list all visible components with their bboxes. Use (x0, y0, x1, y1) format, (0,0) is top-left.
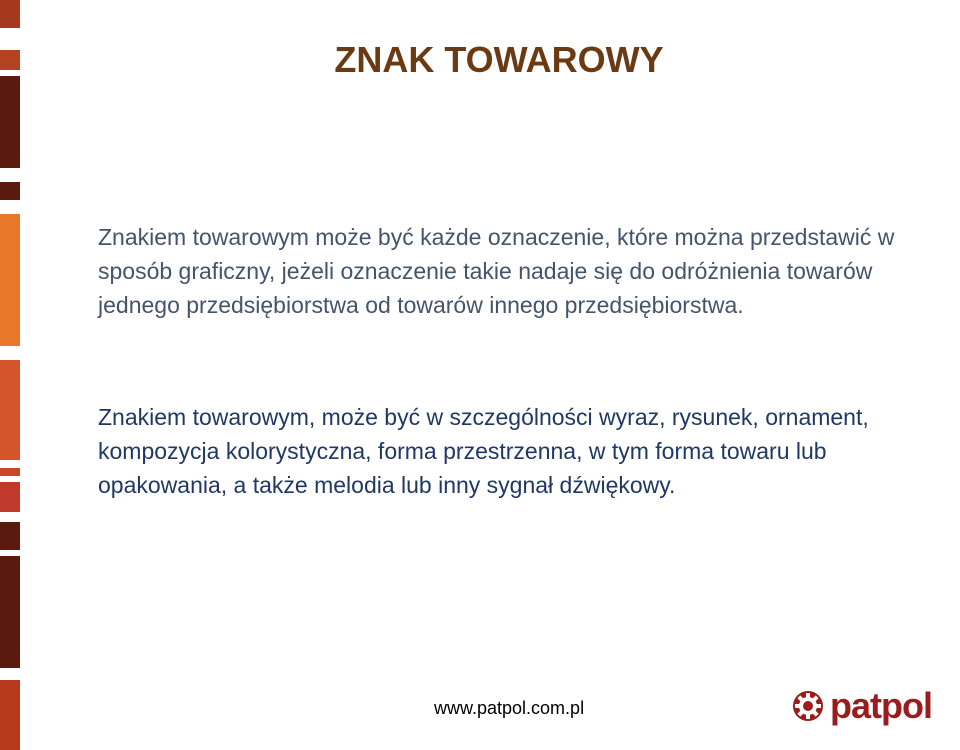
side-bar-segment (0, 360, 20, 460)
examples-paragraph: Znakiem towarowym, może być w szczególności wyraz, rysunek, ornament, kompozycja kolorystyczna, forma przestrzenna, w tym forma towaru lub opakowania, a także melodia lub inny sygnał dźwiękowy. (98, 404, 869, 498)
side-bar-segment (0, 482, 20, 512)
patpol-logo-mark-icon (792, 690, 824, 722)
side-bar-segment (0, 0, 20, 28)
patpol-logo (792, 686, 932, 726)
decorative-side-bar (0, 0, 20, 750)
patpol-logo-text: patpol (830, 685, 932, 726)
footer-url-link[interactable]: www.patpol.com.pl (434, 698, 585, 718)
slide-title: ZNAK TOWAROWY (334, 39, 664, 80)
side-bar-segment (0, 556, 20, 668)
side-bar-segment (0, 76, 20, 168)
side-bar-segment (0, 522, 20, 550)
side-bar-segment (0, 182, 20, 200)
side-bar-segment (0, 468, 20, 476)
side-bar-segment (0, 680, 20, 750)
definition-paragraph: Znakiem towarowym może być każde oznaczenie, które można przedstawić w sposób graficzny, jeżeli oznaczenie takie nadaje się do odróżnienia towarów jednego przedsiębiorstwa od towarów innego przedsiębiorstwa. (98, 224, 895, 318)
side-bar-segment (0, 214, 20, 346)
